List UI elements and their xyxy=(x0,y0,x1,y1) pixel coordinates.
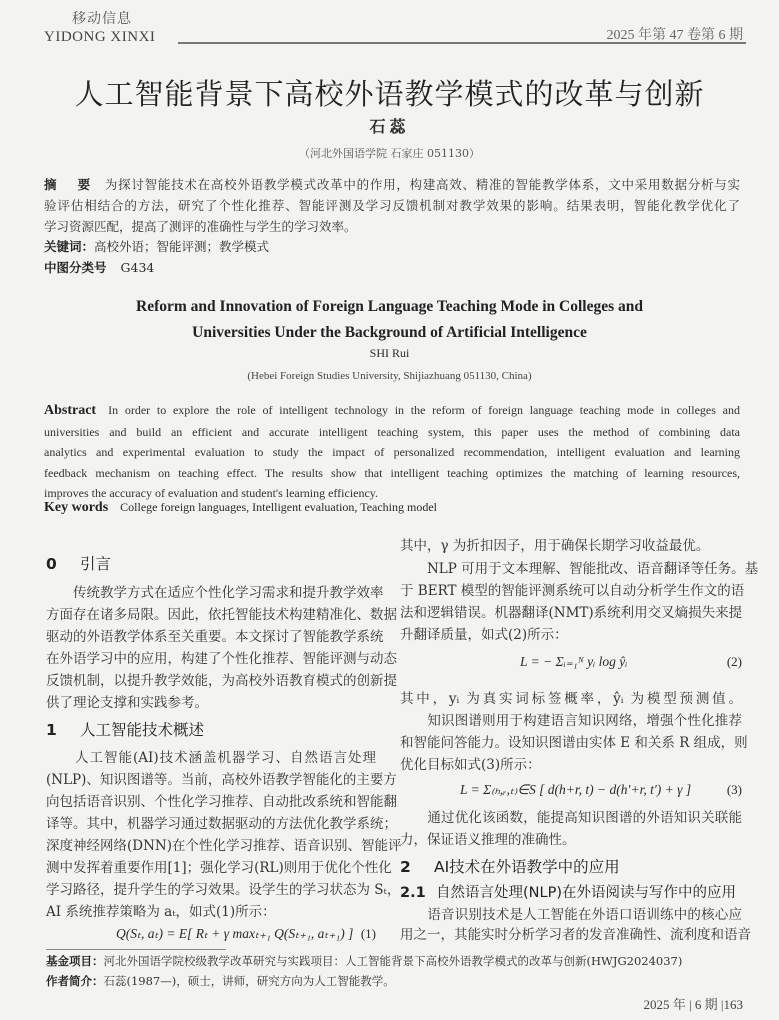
funding-note: 基金项目：河北外国语学院校级教学改革研究与实践项目：人工智能背景下高校外语教学模式的改革与创新(HWJG2024037) xyxy=(46,954,683,968)
text-line: NLP 可用于文本理解、智能批改、语音翻译等任务。基 xyxy=(400,561,759,577)
text-line: 优化目标如式(3)所示： xyxy=(400,757,541,773)
abstract-cn xyxy=(44,174,740,237)
journal-name-cn: 移动信息 xyxy=(72,11,132,27)
text-line: 升翻译质量，如式(2)所示： xyxy=(400,627,568,643)
paragraph-optimization xyxy=(400,807,742,851)
section-heading-2: 2 AI技术在外语教学中的应用 xyxy=(400,858,620,876)
abstract-en-label: Abstract xyxy=(44,403,97,418)
abstract-line: analytics and experimental evaluation to study the impact of personalized recommendation, intelligent evaluation and learning xyxy=(44,445,740,459)
text-line: AI 系统推荐策略为 aₜ，如式(1)所示： xyxy=(46,904,276,920)
keywords-en-label: Key words xyxy=(44,500,109,515)
keywords-text: 高校外语；智能评测；教学模式 xyxy=(94,239,270,254)
text-line: 译等。其中，机器学习通过数据驱动的方法优化教学系统； xyxy=(46,816,397,832)
paragraph-nlp xyxy=(400,558,759,646)
abstract-line: In order to explore the role of intelligent technology in the reform of foreign language teaching mode in colleges and xyxy=(108,403,740,417)
abstract-line: improves the accuracy of evaluation and student's learning efficiency. xyxy=(44,486,379,500)
abstract-line: 学习资源匹配，提高了测评的准确性与学生的学习效率。 xyxy=(44,219,357,234)
section-heading-2-1: 2.1 自然语言处理(NLP)在外语阅读与写作中的应用 xyxy=(400,885,736,901)
affiliation: （河北外国语学院 石家庄 051130） xyxy=(299,147,480,160)
text-line: 测中发挥着重要作用[1]；强化学习(RL)则用于优化个性化 xyxy=(46,860,392,876)
abstract-line: feedback mechanism on teaching effect. The results show that intelligent teaching optimizes the matching of learning resources, xyxy=(44,465,740,480)
paragraph-discount xyxy=(400,535,742,557)
text-line: 驱动的外语教学体系至关重要。本文探讨了智能教学系统 xyxy=(46,629,384,645)
paragraph-ai-overview xyxy=(46,747,402,923)
title-en-line: Universities Under the Background of Artificial Intelligence xyxy=(192,324,587,341)
clc-text: G434 xyxy=(120,260,155,275)
text-line: 在外语学习中的应用，构建了个性化推荐、智能评测与动态 xyxy=(46,651,397,667)
text-line: 学习路径，提升学生的学习效果。设学生的学习状态为 Sₜ， xyxy=(46,882,401,898)
keywords-en xyxy=(44,500,437,516)
abstract-line: 为探讨智能技术在高校外语教学模式改革中的作用，构建高效、精准的智能教学体系，文中采用数据分析与实 xyxy=(104,177,740,192)
text-line: 人工智能(AI)技术涵盖机器学习、自然语言处理 xyxy=(46,750,376,766)
text-line: 传统教学方式在适应个性化学习需求和提升教学效率 xyxy=(46,585,384,601)
text-line: 用之一，其能实时分析学习者的发音准确性、流利度和语音 xyxy=(400,927,751,943)
abstract-label: 摘 要 xyxy=(44,177,91,192)
text-line: 语音识别技术是人工智能在外语口语训练中的核心应 xyxy=(400,907,742,923)
clc-number xyxy=(44,258,154,276)
text-line: 通过优化该函数，能提高知识图谱的外语知识关联能 xyxy=(400,810,742,826)
section-heading-0: 0 引言 xyxy=(46,555,112,573)
author-bio: 作者简介：石蕊(1987—)，硕士，讲师，研究方向为人工智能教学。 xyxy=(46,974,395,988)
section-heading-1: 1 人工智能技术概述 xyxy=(46,721,205,739)
paragraph-speech xyxy=(400,905,751,945)
text-line: 和智能问答能力。设知识图谱由实体 E 和关系 R 组成，则 xyxy=(400,735,748,751)
text-line: 方面存在诸多局限。因此，依托智能技术构建精准化、数据 xyxy=(46,607,397,623)
text-line: 供了理论支撑和实践参考。 xyxy=(46,695,208,711)
abstract-en xyxy=(44,400,740,504)
page-number: 2025 年 | 6 期 |163 xyxy=(643,997,743,1012)
affiliation-en: (Hebei Foreign Studies University, Shijiazhuang 051130, China) xyxy=(247,370,532,382)
issue-info: 2025 年第 47 卷第 6 期 xyxy=(606,28,743,43)
formula-3: L = Σ₍ₕ,ᵣ,ₜ₎∈S [ d(h+r, t) − d(h′+r, t′) + γ ] (3) xyxy=(460,782,742,797)
keywords-cn xyxy=(44,237,269,255)
text-line: 知识图谱则用于构建语言知识网络，增强个性化推荐 xyxy=(400,713,742,729)
abstract-line: universities and build an efficient and accurate intelligent teaching system, this paper uses the method of combining data xyxy=(44,424,740,439)
paragraph-knowledge-graph xyxy=(400,688,748,776)
footnote-rule xyxy=(46,949,226,950)
author-name: 石蕊 xyxy=(369,117,410,136)
formula-1: Q(Sₜ, aₜ) = E[ Rₜ + γ maxₜ₊₁ Q(Sₜ₊₁, aₜ₊₁) ] (1) xyxy=(116,926,376,941)
text-line: (NLP)、知识图谱等。当前，高校外语教学智能化的主要方 xyxy=(46,772,397,788)
author-name-en: SHI Rui xyxy=(369,346,410,360)
paper-title-en xyxy=(0,294,779,346)
text-line: 向包括语音识别、个性化学习推荐、自动批改系统和智能翻 xyxy=(46,794,397,810)
text-line: 其中，yᵢ 为真实词标签概率，ŷᵢ 为模型预测值。 xyxy=(400,691,742,707)
clc-label: 中图分类号 xyxy=(44,260,107,275)
paper-title: 人工智能背景下高校外语教学模式的改革与创新 xyxy=(74,77,705,111)
abstract-line: 验评估相结合的方法，研究了个性化推荐、智能评测及学习反馈机制对教学效果的影响。结果表明，智能化教学优化了 xyxy=(44,198,740,213)
text-line: 法和逻辑错误。机器翻译(NMT)系统利用交叉熵损失来提 xyxy=(400,605,743,621)
text-line: 反馈机制，以提升教学效能，为高校外语教育模式的创新提 xyxy=(46,673,397,689)
paragraph-intro xyxy=(46,582,397,714)
text-line: 于 BERT 模型的智能评测系统可以自动分析学生作文的语 xyxy=(400,583,745,599)
journal-name-en: YIDONG XINXI xyxy=(44,29,156,45)
text-line: 其中，γ 为折扣因子，用于确保长期学习收益最优。 xyxy=(400,538,710,554)
text-line: 力，保证语义推理的准确性。 xyxy=(400,832,576,848)
keywords-label: 关键词： xyxy=(44,239,95,254)
title-en-line: Reform and Innovation of Foreign Language Teaching Mode in Colleges and xyxy=(136,298,643,315)
text-line: 深度神经网络(DNN)在个性化学习推荐、语音识别、智能评 xyxy=(46,838,402,854)
formula-2: L = − Σᵢ₌₁ᴺ yᵢ log ŷᵢ (2) xyxy=(520,654,742,669)
keywords-en-text: College foreign languages, Intelligent evaluation, Teaching model xyxy=(120,500,438,514)
